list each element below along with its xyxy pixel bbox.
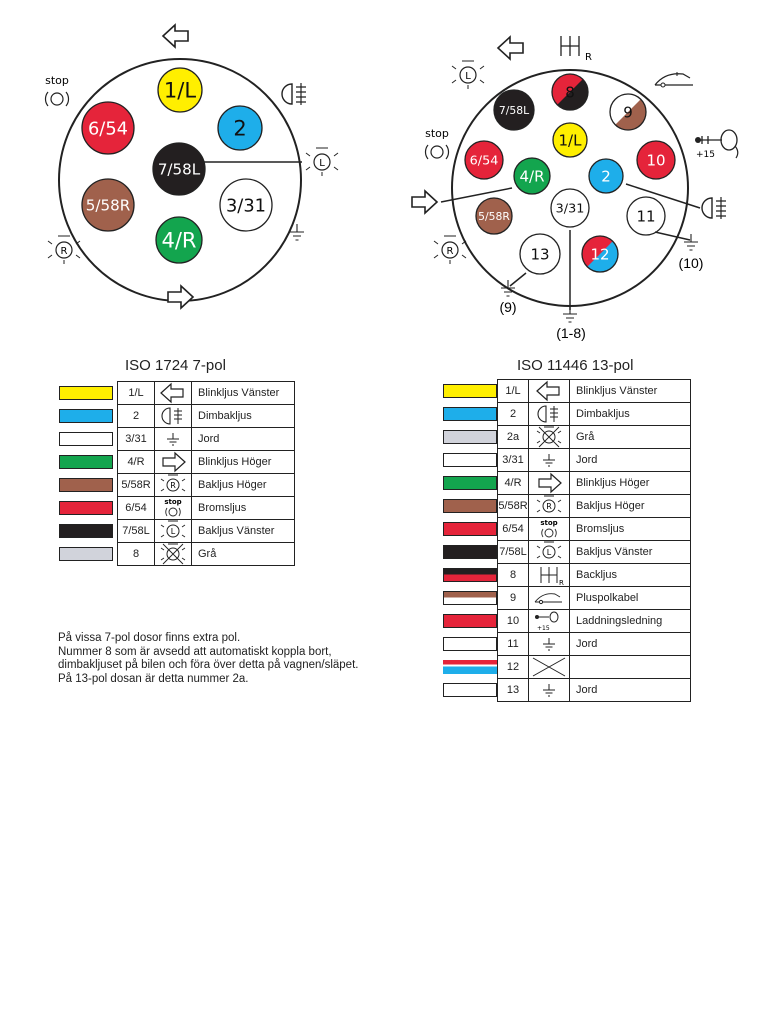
table-7-title: ISO 1724 7-pol bbox=[125, 357, 226, 374]
function-label: Blinkljus Höger bbox=[570, 472, 691, 495]
connector-diagrams bbox=[0, 0, 768, 360]
connector-13-pin bbox=[610, 94, 646, 130]
table-row bbox=[498, 449, 691, 472]
function-label: Dimbakljus bbox=[570, 403, 691, 426]
plus15-label: +15 bbox=[696, 150, 715, 160]
symbol-cell bbox=[529, 656, 570, 679]
pin-label: 5/58R bbox=[85, 196, 131, 215]
arrow-right-icon bbox=[529, 472, 569, 494]
lamp-r-icon bbox=[155, 474, 191, 496]
symbol-cell bbox=[155, 382, 192, 405]
function-label: Bakljus Vänster bbox=[192, 520, 295, 543]
pin-label: 3/31 bbox=[555, 201, 585, 217]
function-label: Backljus bbox=[570, 564, 691, 587]
symbol-cell bbox=[529, 495, 570, 518]
table-row bbox=[498, 679, 691, 702]
table-row bbox=[498, 587, 691, 610]
symbol-cell bbox=[155, 428, 192, 451]
color-swatch bbox=[443, 522, 497, 536]
pin-number: 11 bbox=[498, 633, 529, 656]
function-label: Jord bbox=[570, 633, 691, 656]
pin-label: 11 bbox=[636, 207, 656, 226]
connector-13-pin bbox=[637, 141, 675, 179]
table-row bbox=[498, 380, 691, 403]
table-row bbox=[498, 564, 691, 587]
ground-icon bbox=[684, 234, 698, 250]
table-row bbox=[498, 633, 691, 656]
pin-label: 12 bbox=[590, 245, 610, 264]
pin-number: 10 bbox=[498, 610, 529, 633]
symbol-cell bbox=[529, 564, 570, 587]
color-swatch bbox=[443, 384, 497, 398]
function-label bbox=[570, 656, 691, 679]
function-label: Bromsljus bbox=[570, 518, 691, 541]
table-row bbox=[498, 541, 691, 564]
function-label: Laddningsledning bbox=[570, 610, 691, 633]
lamp-l-icon bbox=[155, 520, 191, 542]
symbol-cell bbox=[529, 380, 570, 403]
color-swatch bbox=[443, 430, 497, 444]
function-label: Grå bbox=[570, 426, 691, 449]
connector-7-pin bbox=[220, 179, 272, 231]
cross-icon bbox=[529, 656, 569, 678]
table-7-grid bbox=[117, 381, 295, 566]
pin-label: 4/R bbox=[519, 167, 545, 186]
pin-number: 8 bbox=[498, 564, 529, 587]
function-label: Blinkljus Höger bbox=[192, 451, 295, 474]
arrow-left-icon bbox=[498, 37, 523, 59]
connector-7-pin bbox=[156, 217, 202, 263]
pin-number: 1/L bbox=[118, 382, 155, 405]
svg-text:R: R bbox=[170, 481, 176, 490]
color-swatch bbox=[443, 545, 497, 559]
lamp-l-letter: L bbox=[319, 158, 325, 169]
function-label: Bakljus Vänster bbox=[570, 541, 691, 564]
arrow-left-icon bbox=[529, 380, 569, 402]
table-row bbox=[498, 472, 691, 495]
lamp-l-letter: L bbox=[465, 71, 471, 82]
note-line: På 13-pol dosan är detta nummer 2a. bbox=[58, 672, 249, 685]
symbol-cell bbox=[155, 497, 192, 520]
ground-icon bbox=[529, 679, 569, 701]
table-row bbox=[498, 518, 691, 541]
pin-number: 5/58R bbox=[118, 474, 155, 497]
connector-13-pin bbox=[520, 234, 560, 274]
fog-lamp-icon bbox=[529, 403, 569, 425]
lamp-l-icon bbox=[306, 148, 338, 176]
symbol-cell bbox=[529, 587, 570, 610]
svg-text:stop: stop bbox=[164, 498, 182, 506]
connector-13-pin bbox=[441, 70, 700, 310]
pin-label: 9 bbox=[623, 103, 633, 122]
note bbox=[58, 632, 358, 686]
svg-text:L: L bbox=[546, 548, 552, 557]
arrow-left-icon bbox=[163, 25, 188, 47]
pin-label: 10 bbox=[646, 151, 666, 170]
svg-text:R: R bbox=[546, 502, 552, 511]
connector-13-pin bbox=[494, 90, 534, 130]
pin-number: 6/54 bbox=[498, 518, 529, 541]
function-label: Jord bbox=[570, 449, 691, 472]
pin-label: 7/58L bbox=[157, 160, 201, 179]
function-label: Bakljus Höger bbox=[570, 495, 691, 518]
symbol-cell bbox=[155, 520, 192, 543]
fog-lamp-icon bbox=[702, 197, 726, 219]
table-row bbox=[118, 543, 295, 566]
charging-icon bbox=[529, 610, 569, 632]
svg-text:+15: +15 bbox=[537, 625, 550, 632]
symbol-cell bbox=[529, 403, 570, 426]
symbol-cell bbox=[529, 610, 570, 633]
connector-7-pin bbox=[82, 179, 134, 231]
table-row bbox=[498, 495, 691, 518]
connector-13-pin bbox=[589, 159, 623, 193]
pin-label: 2 bbox=[233, 116, 247, 141]
color-swatch bbox=[59, 386, 113, 400]
table-row bbox=[498, 610, 691, 633]
lamp-r-icon bbox=[434, 236, 466, 264]
color-swatch bbox=[59, 478, 113, 492]
function-label: Jord bbox=[570, 679, 691, 702]
function-label: Blinkljus Vänster bbox=[570, 380, 691, 403]
lamp-l-icon bbox=[529, 541, 569, 563]
pin-number: 5/58R bbox=[498, 495, 529, 518]
fog-lamp-icon bbox=[155, 405, 191, 427]
function-label: Dimbakljus bbox=[192, 405, 295, 428]
connector-13-pin bbox=[552, 74, 588, 110]
function-label: Bakljus Höger bbox=[192, 474, 295, 497]
pin-number: 7/58L bbox=[118, 520, 155, 543]
connector-13-pin bbox=[553, 123, 587, 157]
stop-label: stop bbox=[45, 74, 69, 87]
ground-icon bbox=[529, 633, 569, 655]
table-row bbox=[118, 428, 295, 451]
pin-number: 12 bbox=[498, 656, 529, 679]
ground-1-8-label: (1-8) bbox=[556, 325, 586, 341]
arrow-right-icon bbox=[412, 191, 437, 213]
color-swatch bbox=[59, 524, 113, 538]
arrow-left-icon bbox=[155, 382, 191, 404]
pin-number: 3/31 bbox=[498, 449, 529, 472]
note-line: dimbakljuset på bilen och föra över detta på vagnen/släpet. bbox=[58, 659, 359, 671]
pin-number: 2 bbox=[498, 403, 529, 426]
stop-icon bbox=[425, 127, 449, 159]
color-swatch bbox=[443, 568, 497, 582]
color-swatch bbox=[59, 455, 113, 469]
svg-text:L: L bbox=[170, 527, 176, 536]
symbol-cell bbox=[529, 541, 570, 564]
reverse-label: R bbox=[585, 52, 592, 63]
pin-label: 2 bbox=[601, 167, 611, 186]
pin-number: 2 bbox=[118, 405, 155, 428]
color-swatch bbox=[443, 637, 497, 651]
reverse-gear-icon bbox=[561, 36, 592, 63]
ground-icon bbox=[529, 449, 569, 471]
table-row bbox=[498, 426, 691, 449]
connector-7-pin bbox=[59, 59, 302, 301]
color-swatch bbox=[443, 499, 497, 513]
color-swatch bbox=[443, 660, 497, 674]
color-swatch bbox=[59, 409, 113, 423]
symbol-cell bbox=[529, 449, 570, 472]
note-line: På vissa 7-pol dosor finns extra pol. bbox=[58, 632, 241, 644]
symbol-cell bbox=[155, 405, 192, 428]
table-row bbox=[498, 403, 691, 426]
connector-7-pin bbox=[218, 106, 262, 150]
plus-cable-icon bbox=[529, 587, 569, 609]
connector-13-pin bbox=[465, 141, 503, 179]
symbol-cell bbox=[155, 451, 192, 474]
plus-cable-icon bbox=[655, 72, 693, 87]
table-row bbox=[118, 451, 295, 474]
table-13-grid bbox=[497, 379, 691, 702]
svg-text:R: R bbox=[559, 579, 564, 586]
connector-7-pin bbox=[158, 68, 202, 112]
pin-number: 6/54 bbox=[118, 497, 155, 520]
pin-number: 8 bbox=[118, 543, 155, 566]
symbol-cell bbox=[155, 474, 192, 497]
pin-number: 4/R bbox=[498, 472, 529, 495]
color-swatch bbox=[59, 432, 113, 446]
pin-label: 6/54 bbox=[87, 118, 129, 140]
ground-icon bbox=[155, 428, 191, 450]
connector-13-pin bbox=[514, 158, 550, 194]
connector-7-pin bbox=[82, 102, 134, 154]
pin-number: 4/R bbox=[118, 451, 155, 474]
table-row bbox=[118, 382, 295, 405]
pin-label: 8 bbox=[565, 83, 575, 102]
table-row bbox=[118, 497, 295, 520]
color-swatch bbox=[443, 453, 497, 467]
symbol-cell bbox=[529, 518, 570, 541]
lamp-r-letter: R bbox=[60, 246, 68, 257]
reverse-gear-icon bbox=[529, 564, 569, 586]
symbol-cell bbox=[155, 543, 192, 566]
crossed-lamp-icon bbox=[529, 426, 569, 448]
ground-10-label: (10) bbox=[678, 255, 704, 271]
function-label: Grå bbox=[192, 543, 295, 566]
connector-13-pin bbox=[627, 197, 665, 235]
connector-13-pin bbox=[476, 198, 512, 234]
function-label: Pluspolkabel bbox=[570, 587, 691, 610]
stop-icon bbox=[529, 518, 569, 540]
pin-label: 1/L bbox=[163, 78, 197, 103]
color-swatch bbox=[59, 547, 113, 561]
pin-number: 1/L bbox=[498, 380, 529, 403]
color-swatch bbox=[443, 683, 497, 697]
pin-number: 13 bbox=[498, 679, 529, 702]
function-label: Blinkljus Vänster bbox=[192, 382, 295, 405]
pin-number: 3/31 bbox=[118, 428, 155, 451]
table-row bbox=[118, 405, 295, 428]
pin-label: 6/54 bbox=[469, 153, 499, 169]
ground-icon bbox=[563, 306, 577, 322]
pin-label: 4/R bbox=[161, 228, 197, 253]
lamp-l-icon bbox=[452, 61, 484, 89]
pin-label: 3/31 bbox=[225, 195, 267, 217]
svg-text:stop: stop bbox=[540, 519, 558, 527]
function-label: Bromsljus bbox=[192, 497, 295, 520]
table-row bbox=[498, 656, 691, 679]
color-swatch bbox=[443, 614, 497, 628]
arrow-right-icon bbox=[155, 451, 191, 473]
stop-label: stop bbox=[425, 127, 449, 140]
pin-number: 9 bbox=[498, 587, 529, 610]
crossed-lamp-icon bbox=[155, 543, 191, 565]
color-swatch bbox=[59, 501, 113, 515]
symbol-cell bbox=[529, 472, 570, 495]
pin-number: 7/58L bbox=[498, 541, 529, 564]
function-label: Jord bbox=[192, 428, 295, 451]
stop-icon bbox=[155, 497, 191, 519]
pin-label: 5/58R bbox=[478, 209, 510, 223]
connector-13-pin bbox=[551, 189, 589, 227]
lamp-r-icon bbox=[529, 495, 569, 517]
lamp-r-letter: R bbox=[446, 246, 454, 257]
color-swatch bbox=[443, 476, 497, 490]
ground-9-label: (9) bbox=[499, 299, 517, 315]
charging-icon bbox=[695, 130, 738, 160]
symbol-cell bbox=[529, 426, 570, 449]
pin-label: 13 bbox=[530, 245, 550, 264]
connector-7-pin bbox=[153, 143, 205, 195]
table-row bbox=[118, 520, 295, 543]
color-swatch bbox=[443, 407, 497, 421]
fog-lamp-icon bbox=[282, 83, 306, 105]
symbol-cell bbox=[529, 679, 570, 702]
table-13-title: ISO 11446 13-pol bbox=[517, 357, 634, 374]
note-line: Nummer 8 som är avsedd att automatiskt koppla bort, bbox=[58, 645, 332, 658]
pin-label: 7/58L bbox=[498, 103, 530, 117]
stop-icon bbox=[45, 74, 69, 106]
symbol-cell bbox=[529, 633, 570, 656]
color-swatch bbox=[443, 591, 497, 605]
pin-label: 1/L bbox=[558, 131, 582, 150]
connector-13-pin bbox=[582, 236, 618, 272]
pin-number: 2a bbox=[498, 426, 529, 449]
table-row bbox=[118, 474, 295, 497]
